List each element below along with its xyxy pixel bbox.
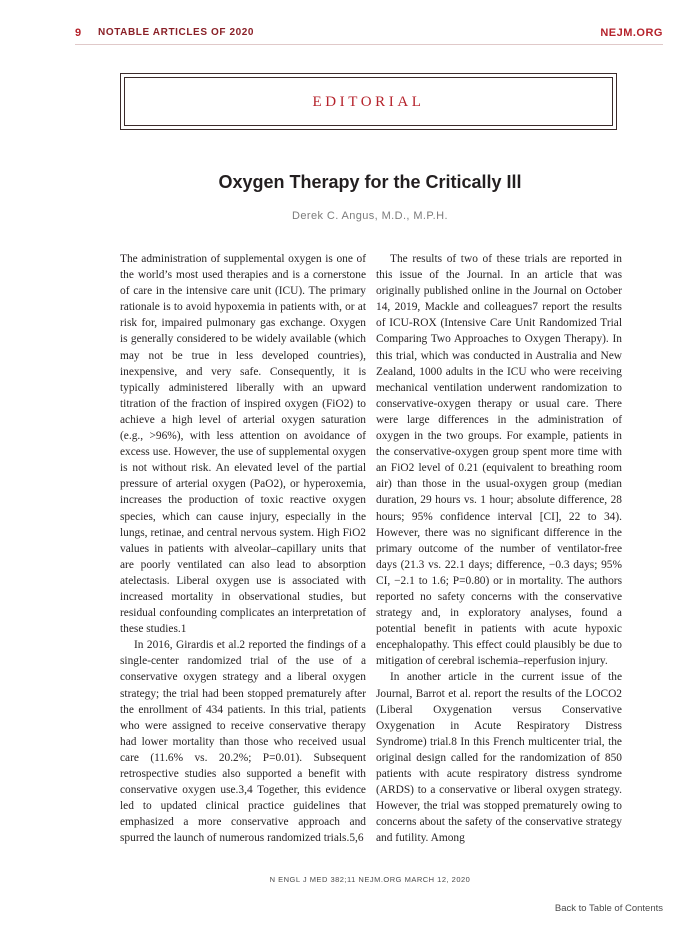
paragraph: The results of two of these trials are reported in this issue of the Journal. In an article that was originally published online in the Journal on October 14, 2019, Mackle and colleagues7 report the results of ICU-ROX (Intensive Care Unit Randomized Trial Comparing Two Approaches to Oxygen Therapy). In this trial, which was conducted in Australia and New Zealand, 1000 adults in the ICU who were receiving mechanical ventilation underwent randomization to conservative-oxygen therapy or usual care. There were large differences in the administration of oxygen in the two groups. For example, patients in the conservative-oxygen group spent more time with an FiO2 level of 0.21 (equivalent to breathing room air) than those in the usual-oxygen group (median duration, 29 hours vs. 1 hour; absolute difference, 28 hours; 95% confidence interval [CI], 22 to 34). However, there was no significant difference in the primary outcome of the number of ventilator-free days (21.3 vs. 22.1 days; difference, −0.3 days; 95% CI, −2.1 to 1.6; P=0.80) or in mortality. The authors reported no safety concerns with the conservative strategy and, in exploratory analyses, found a potential benefit in patients with acute hypoxic encephalopathy. This effect could plausibly be due to mitigation of cerebral ischemia–reperfusion injury. bbox=[376, 253, 622, 668]
back-to-toc-link[interactable]: Back to Table of Contents bbox=[554, 903, 663, 914]
page-header bbox=[0, 0, 700, 40]
left-column bbox=[120, 251, 366, 846]
footer-citation: N ENGL J MED 382;11 NEJM.ORG MARCH 12, 2020 bbox=[269, 875, 471, 884]
paragraph: The administration of supplemental oxygen is one of the world’s most used therapies and is a cornerstone of care in the intensive care unit (ICU). The primary rationale is to avoid hypoxemia in patients with, or at risk for, impaired pulmonary gas exchange. Oxygen is generally considered to be widely available (which may not be true in less developed countries), inexpensive, and very safe. Consequently, it is typically administered liberally with an upward titration of the fraction of inspired oxygen (FiO2) to achieve a high level of arterial oxygen saturation (e.g., >96%), with less attention on avoidance of excess use. However, the use of supplemental oxygen is not without risk. An elevated level of the partial pressure of arterial oxygen (PaO2), or hyperoxemia, increases the production of toxic reactive oxygen species, which can cause injury, especially in the lungs, retinae, and central nervous system. High FiO2 values in patients with alveolar–capillary units that are poorly ventilated can also lead to absorption atelectasis. Liberal oxygen use is associated with increased mortality in observational studies, but residual confounding complicates an interpretation of these studies.1 bbox=[120, 253, 366, 636]
editorial-banner bbox=[120, 73, 617, 130]
paragraph: In 2016, Girardis et al.2 reported the findings of a single-center randomized trial of the use of a conservative oxygen strategy and a liberal oxygen strategy; the trial had been stopped prematurely after the enrollment of 434 patients. In this trial, patients who were assigned to receive conservative therapy had lower mortality than those who received usual care (11.6% vs. 20.2%; P=0.01). Subsequent retrospective studies also supported a benefit with conservative oxygen use.3,4 Together, this evidence led to updated clinical practice guidelines that emphasized a more conservative approach and spurred the launch of numerous randomized trials.5,6 bbox=[120, 639, 366, 845]
right-column bbox=[376, 251, 622, 846]
page-number: 9 bbox=[75, 27, 82, 39]
editorial-label: EDITORIAL bbox=[312, 94, 425, 110]
article-author: Derek C. Angus, M.D., M.P.H. bbox=[292, 210, 448, 222]
article-title: Oxygen Therapy for the Critically Ill bbox=[218, 172, 522, 192]
header-divider bbox=[75, 44, 663, 45]
paragraph: In another article in the current issue of the Journal, Barrot et al. report the results of the LOCO2 (Liberal Oxygenation versus Conservative Oxygenation in Acute Respiratory Distress Syndrome) trial.8 In this French multicenter trial, the original design called for the randomization of 850 patients with acute respiratory distress syndrome (ARDS) to a conservative or liberal oxygen strategy. However, the trial was stopped prematurely owing to concerns about the safety of the conservative strategy and futility. Among bbox=[376, 671, 622, 845]
section-title: NOTABLE ARTICLES OF 2020 bbox=[98, 27, 255, 38]
site-link[interactable]: NEJM.ORG bbox=[600, 27, 663, 39]
